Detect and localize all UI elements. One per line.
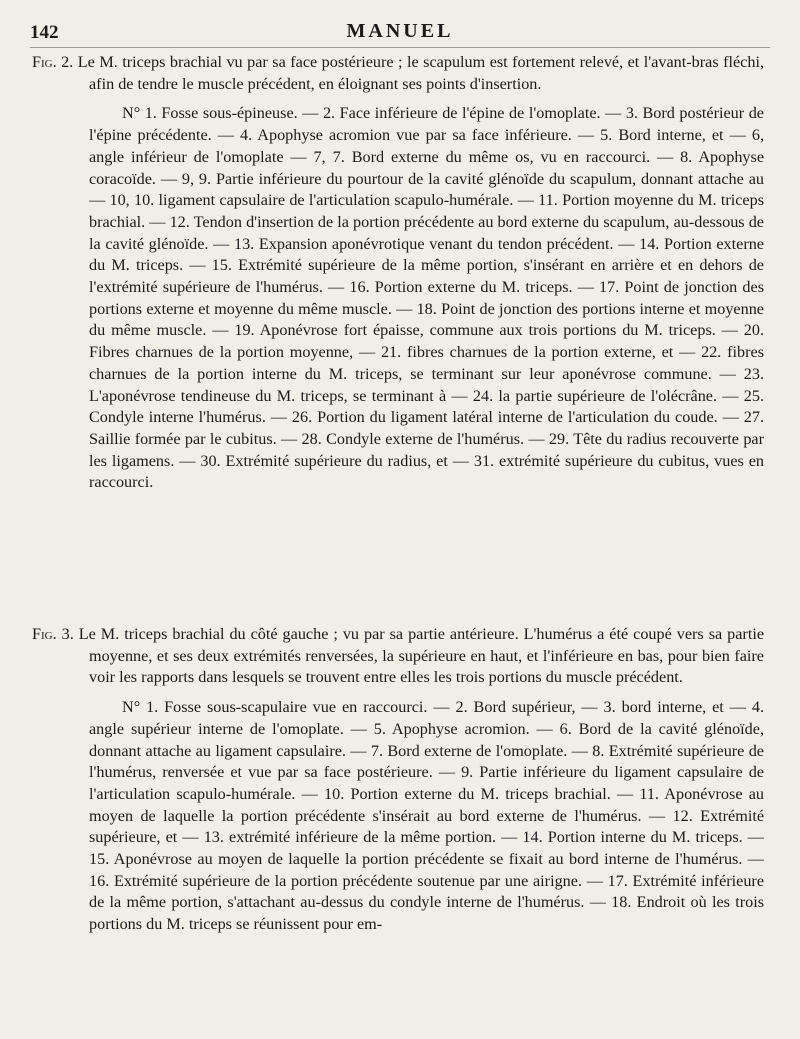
page-header xyxy=(30,20,770,46)
figure-3-caption xyxy=(32,624,764,689)
figure-3-legend: N° 1. Fosse sous-scapulaire vue en raccourci. — 2. Bord supérieur, — 3. bord interne, et — 4. angle supérieur interne de l'omoplate. — 5. Apophyse acromion. — 6. Bord de la cavité glénoïde, donnant attache au ligament capsulaire. — 7. Bord externe de l'omoplate. — 8. Extrémité supérieure de l'humérus, renversée et vue par sa face postérieure. — 9. Partie inférieure du ligament capsulaire de l'articulation scapulo-humérale. — 10. Portion externe du M. triceps brachial. — 11. Aponévrose au moyen de laquelle la portion précédente s'insérait au bord externe de l'humérus. — 12. Extrémité supérieure, et — 13. extrémité inférieure de la même portion. — 14. Portion interne du M. triceps. — 15. Aponévrose au moyen de laquelle la portion précédente se fixait au bord interne de l'humérus. — 16. Extrémité supérieure de la portion précédente soutenue par une airigne. — 17. Extrémité inférieure de la même portion, s'attachant au-dessus du condyle interne de l'humérus. — 18. Endroit où les trois portions du M. triceps se réunissent pour em- xyxy=(89,698,764,934)
figure-2-caption-text: Le M. triceps brachial vu par sa face postérieure ; le scapulum est fortement relevé, et l'avant-bras fléchi, afin de tendre le muscle précédent, en éloignant ses points d'insertion. xyxy=(77,53,764,93)
page-number: 142 xyxy=(30,22,59,43)
figure-2-block xyxy=(32,52,764,494)
running-title: MANUEL xyxy=(346,20,454,42)
figure-2-label: Fig. 2. xyxy=(32,53,74,71)
figure-3-caption-text: Le M. triceps brachial du côté gauche ; vu par sa partie antérieure. L'humérus a été coupé vers sa partie moyenne, et ses deux extrémités renversées, la supérieure en haut, et l'inférieure en bas, pour bien faire voir les rapports dans lesquels se trouvent entre elles les trois portions du muscle précédent. xyxy=(78,625,765,687)
header-rule xyxy=(30,47,770,48)
figure-3-block xyxy=(32,624,764,936)
figure-2-caption xyxy=(32,52,764,95)
figure-3-label: Fig. 3. xyxy=(32,625,74,643)
figure-2-legend: N° 1. Fosse sous-épineuse. — 2. Face inférieure de l'épine de l'omoplate. — 3. Bord postérieur de l'épine précédente. — 4. Apophyse acromion vue par sa face inférieure. — 5. Bord interne, et — 6, angle inférieur de l'omoplate — 7, 7. Bord externe du même os, vu en raccourci. — 8. Apophyse coracoïde. — 9, 9. Partie inférieure du pourtour de la cavité glénoïde du scapulum, donnant attache au — 10, 10. ligament capsulaire de l'articulation scapulo-humérale. — 11. Portion moyenne du M. triceps brachial. — 12. Tendon d'insertion de la portion précédente au bord externe du scapulum, au-dessous de la cavité glénoïde. — 13. Expansion aponévrotique venant du tendon précédent. — 14. Portion externe du M. triceps. — 15. Extrémité supérieure de la même portion, s'insérant en arrière et en dehors de l'extrémité supérieure de l'humérus. — 16. Portion externe du M. triceps. — 17. Point de jonction des portions externe et moyenne du même muscle. — 18. Point de jonction des portions interne et moyenne du même muscle. — 19. Aponévrose fort épaisse, commune aux trois portions du M. triceps. — 20. Fibres charnues de la portion moyenne, — 21. fibres charnues de la portion externe, et — 22. fibres charnues de la portion interne du M. triceps, se terminant sur leur aponévrose commune. — 23. L'aponévrose tendineuse du M. triceps, se terminant à — 24. la partie supérieure de l'olécrâne. — 25. Condyle interne l'humérus. — 26. Portion du ligament latéral interne de l'articulation du coude. — 27. Saillie formée par le cubitus. — 28. Condyle externe de l'humérus. — 29. Tête du radius recouverte par les ligamens. — 30. Extrémité supérieure du radius, et — 31. extrémité supérieure du cubitus, vues en raccourci. xyxy=(89,104,764,492)
